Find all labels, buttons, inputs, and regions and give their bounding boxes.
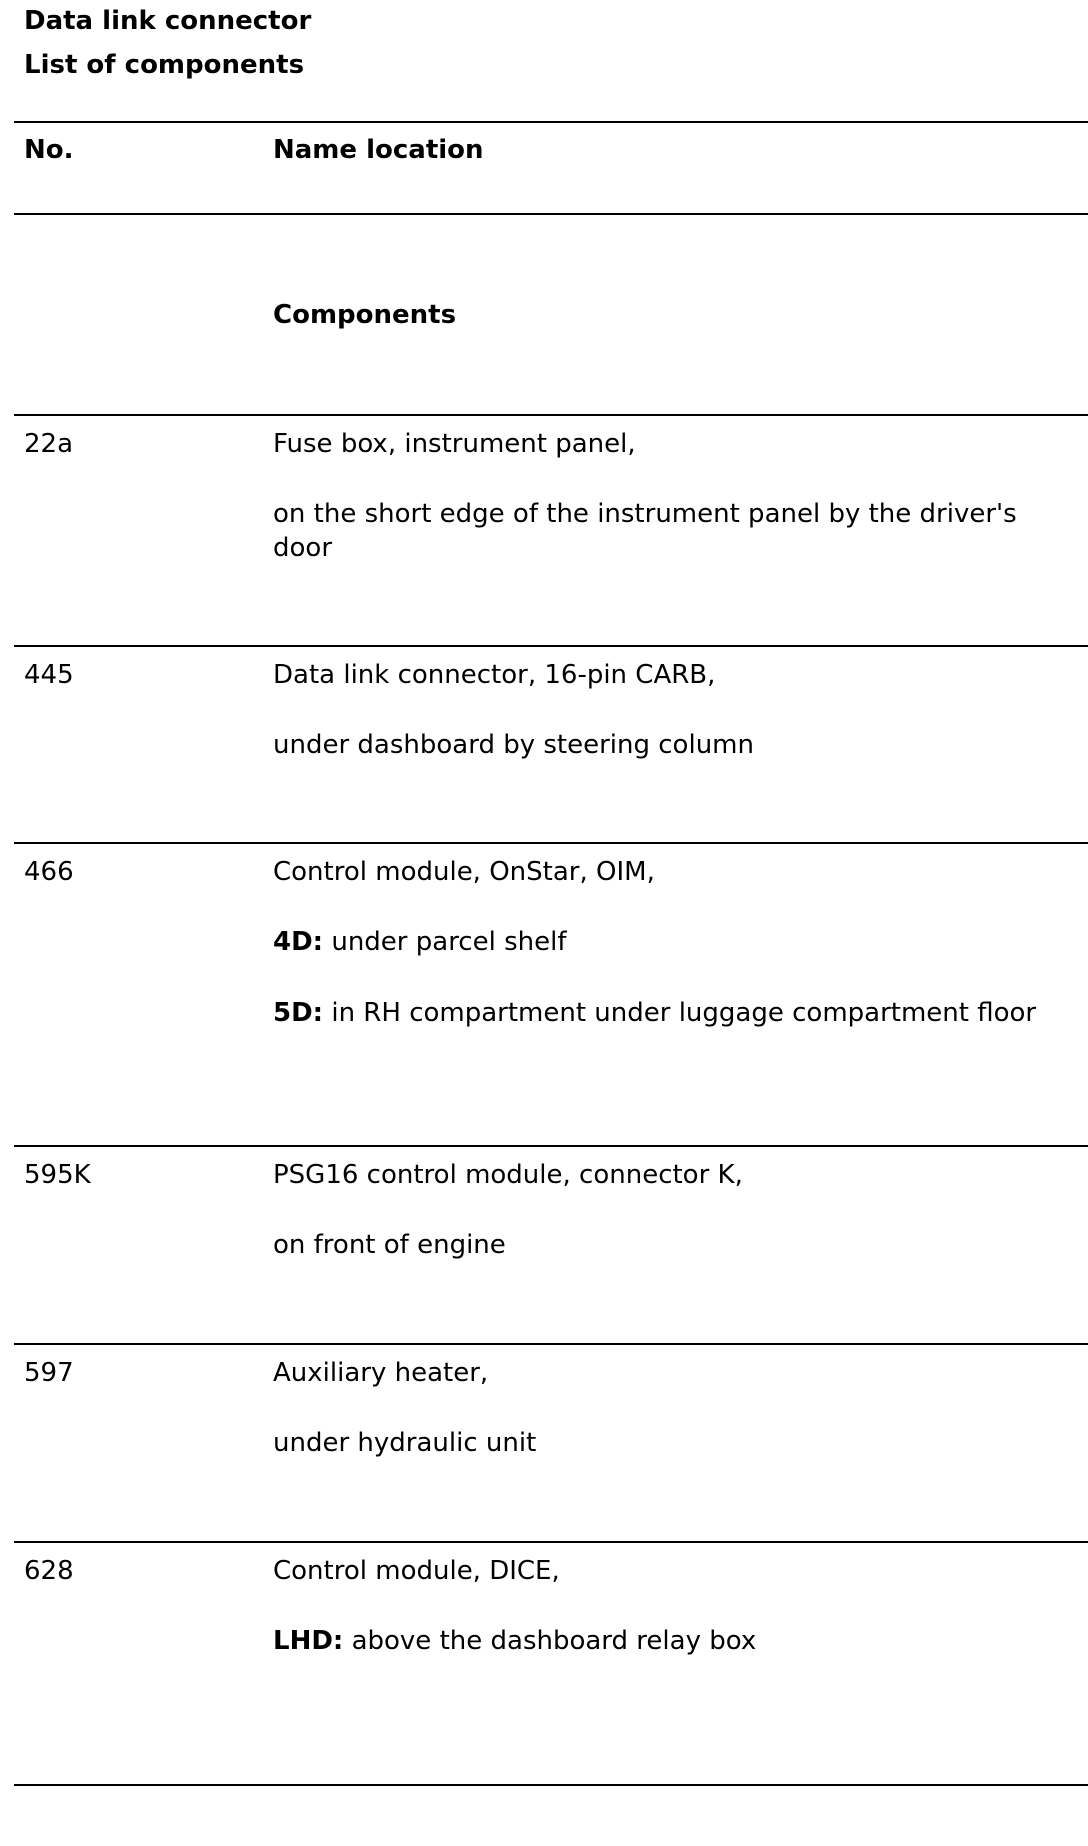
location-text: on front of engine	[273, 1230, 506, 1260]
location-text: under parcel shelf	[323, 927, 567, 957]
row-location	[273, 497, 1083, 565]
location-text: under dashboard by steering column	[273, 730, 754, 760]
row-rule	[14, 1541, 1088, 1543]
section-label: Components	[273, 300, 457, 330]
location-prefix: 4D:	[273, 927, 324, 957]
location-text: on the short edge of the instrument panel by the driver's door	[273, 499, 1017, 563]
row-rule	[14, 414, 1088, 416]
location-prefix: LHD:	[273, 1626, 344, 1656]
row-number: 595K	[24, 1160, 91, 1190]
row-rule	[14, 645, 1088, 647]
row-name: Control module, DICE,	[273, 1556, 560, 1586]
location-text: above the dashboard relay box	[343, 1626, 757, 1656]
header-bottom-rule	[14, 213, 1088, 215]
header-name-location: Name location	[273, 135, 484, 165]
row-name: Data link connector, 16-pin CARB,	[273, 660, 716, 690]
row-name: Control module, OnStar, OIM,	[273, 857, 655, 887]
row-number: 628	[24, 1556, 74, 1586]
row-location	[273, 1228, 1085, 1262]
row-rule	[14, 1145, 1088, 1147]
row-number: 22a	[24, 429, 74, 459]
row-name: Fuse box, instrument panel,	[273, 429, 636, 459]
document-subtitle: List of components	[24, 50, 305, 80]
row-number: 445	[24, 660, 74, 690]
row-location	[273, 728, 1085, 762]
location-text: under hydraulic unit	[273, 1428, 537, 1458]
row-location	[273, 925, 1085, 959]
header-no: No.	[24, 135, 74, 165]
row-location	[273, 996, 1043, 1030]
table-top-rule	[14, 121, 1088, 123]
row-number: 466	[24, 857, 74, 887]
row-rule	[14, 1343, 1088, 1345]
row-location	[273, 1426, 1085, 1460]
document-title: Data link connector	[24, 6, 312, 36]
location-prefix: 5D:	[273, 998, 324, 1028]
row-location	[273, 1624, 1085, 1658]
row-rule	[14, 842, 1088, 844]
row-name: Auxiliary heater,	[273, 1358, 489, 1388]
row-name: PSG16 control module, connector K,	[273, 1160, 743, 1190]
location-text: in RH compartment under luggage compartment floor	[323, 998, 1037, 1028]
table-bottom-rule	[14, 1784, 1088, 1786]
row-number: 597	[24, 1358, 74, 1388]
